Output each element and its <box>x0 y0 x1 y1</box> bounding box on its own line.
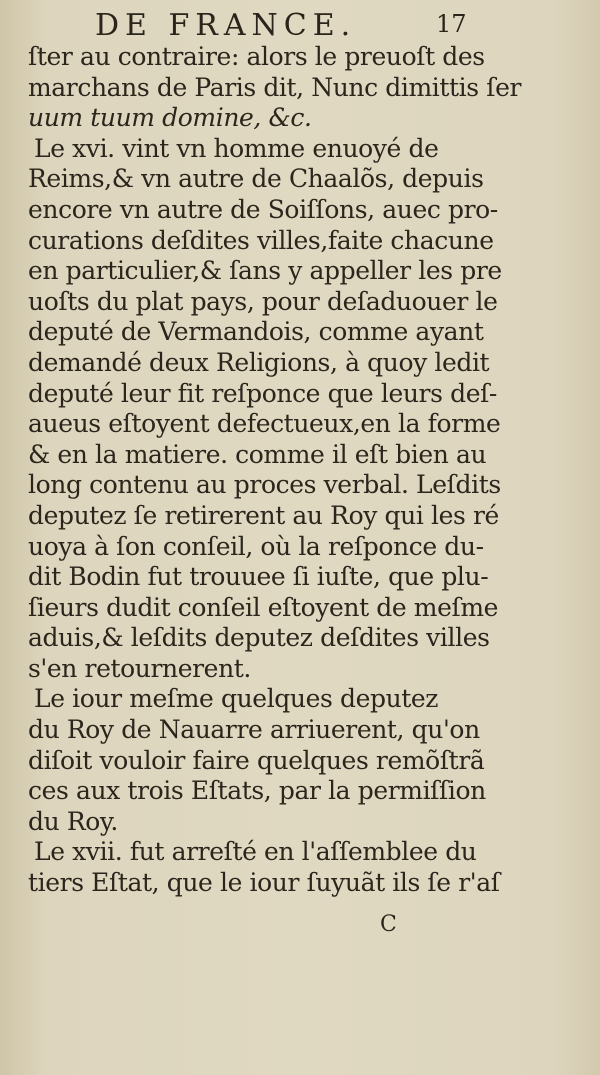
text-line: tiers Eſtat, que le iour ſuyuãt ils ſe r'aſ <box>28 868 500 898</box>
text-line: encore vn autre de Soiſſons, auec pro- <box>28 194 498 224</box>
text-line: Le xvi. vint vn homme enuoyé de <box>34 133 439 163</box>
page-header <box>0 6 600 42</box>
text-line: deputez ſe retirerent au Roy qui les ré <box>28 500 499 530</box>
text-line: long contenu au proces verbal. Leſdits <box>28 470 501 500</box>
text-line: demandé deux Religions, à quoy ledit <box>28 347 490 377</box>
signature-mark: C <box>380 912 397 937</box>
text-line: du Roy de Nauarre arriuerent, qu'on <box>28 715 480 745</box>
text-line: ſter au contraire: alors le preuoſt des <box>28 42 485 71</box>
text-line: & en la matiere. comme il eſt bien au <box>28 439 487 469</box>
text-line: ces aux trois Eſtats, par la permiſſion <box>28 776 486 806</box>
text-line: aduis,& leſdits deputez deſdites villes <box>28 623 490 653</box>
text-line: curations deſdites villes,faite chacune <box>28 225 494 255</box>
text-line: en particulier,& ſans y appeller les pre <box>28 256 502 286</box>
text-line: deputé leur fit reſponce que leurs deſ- <box>28 378 497 408</box>
text-line: Le xvii. fut arreſté en l'aſſemblee du <box>34 837 477 867</box>
text-line: du Roy. <box>28 806 118 836</box>
body-text <box>28 42 522 899</box>
text-line: Reims,& vn autre de Chaalõs, depuis <box>28 164 484 194</box>
text-line: uoſts du plat pays, pour deſaduouer le <box>28 286 498 316</box>
running-title: DE FRANCE. <box>95 8 357 43</box>
text-line: uum tuum domine, &c. <box>28 103 312 133</box>
page-number: 17 <box>436 10 467 38</box>
text-line: uoya à ſon conſeil, où la reſponce du- <box>28 531 484 561</box>
text-line: Le iour meſme quelques deputez <box>34 684 439 714</box>
text-line: aueus eſtoyent defectueux,en la forme <box>28 409 501 439</box>
text-line: deputé de Vermandois, comme ayant <box>28 317 484 347</box>
text-line: ſieurs dudit conſeil eſtoyent de meſme <box>28 592 499 622</box>
text-line: s'en retournerent. <box>28 653 251 683</box>
text-line: diſoit vouloir faire quelques remõſtrã <box>28 745 485 775</box>
text-line: marchans de Paris dit, Nunc dimittis ſer <box>28 72 522 102</box>
text-line: dit Bodin fut trouuee ſi iuſte, que plu- <box>28 562 489 592</box>
